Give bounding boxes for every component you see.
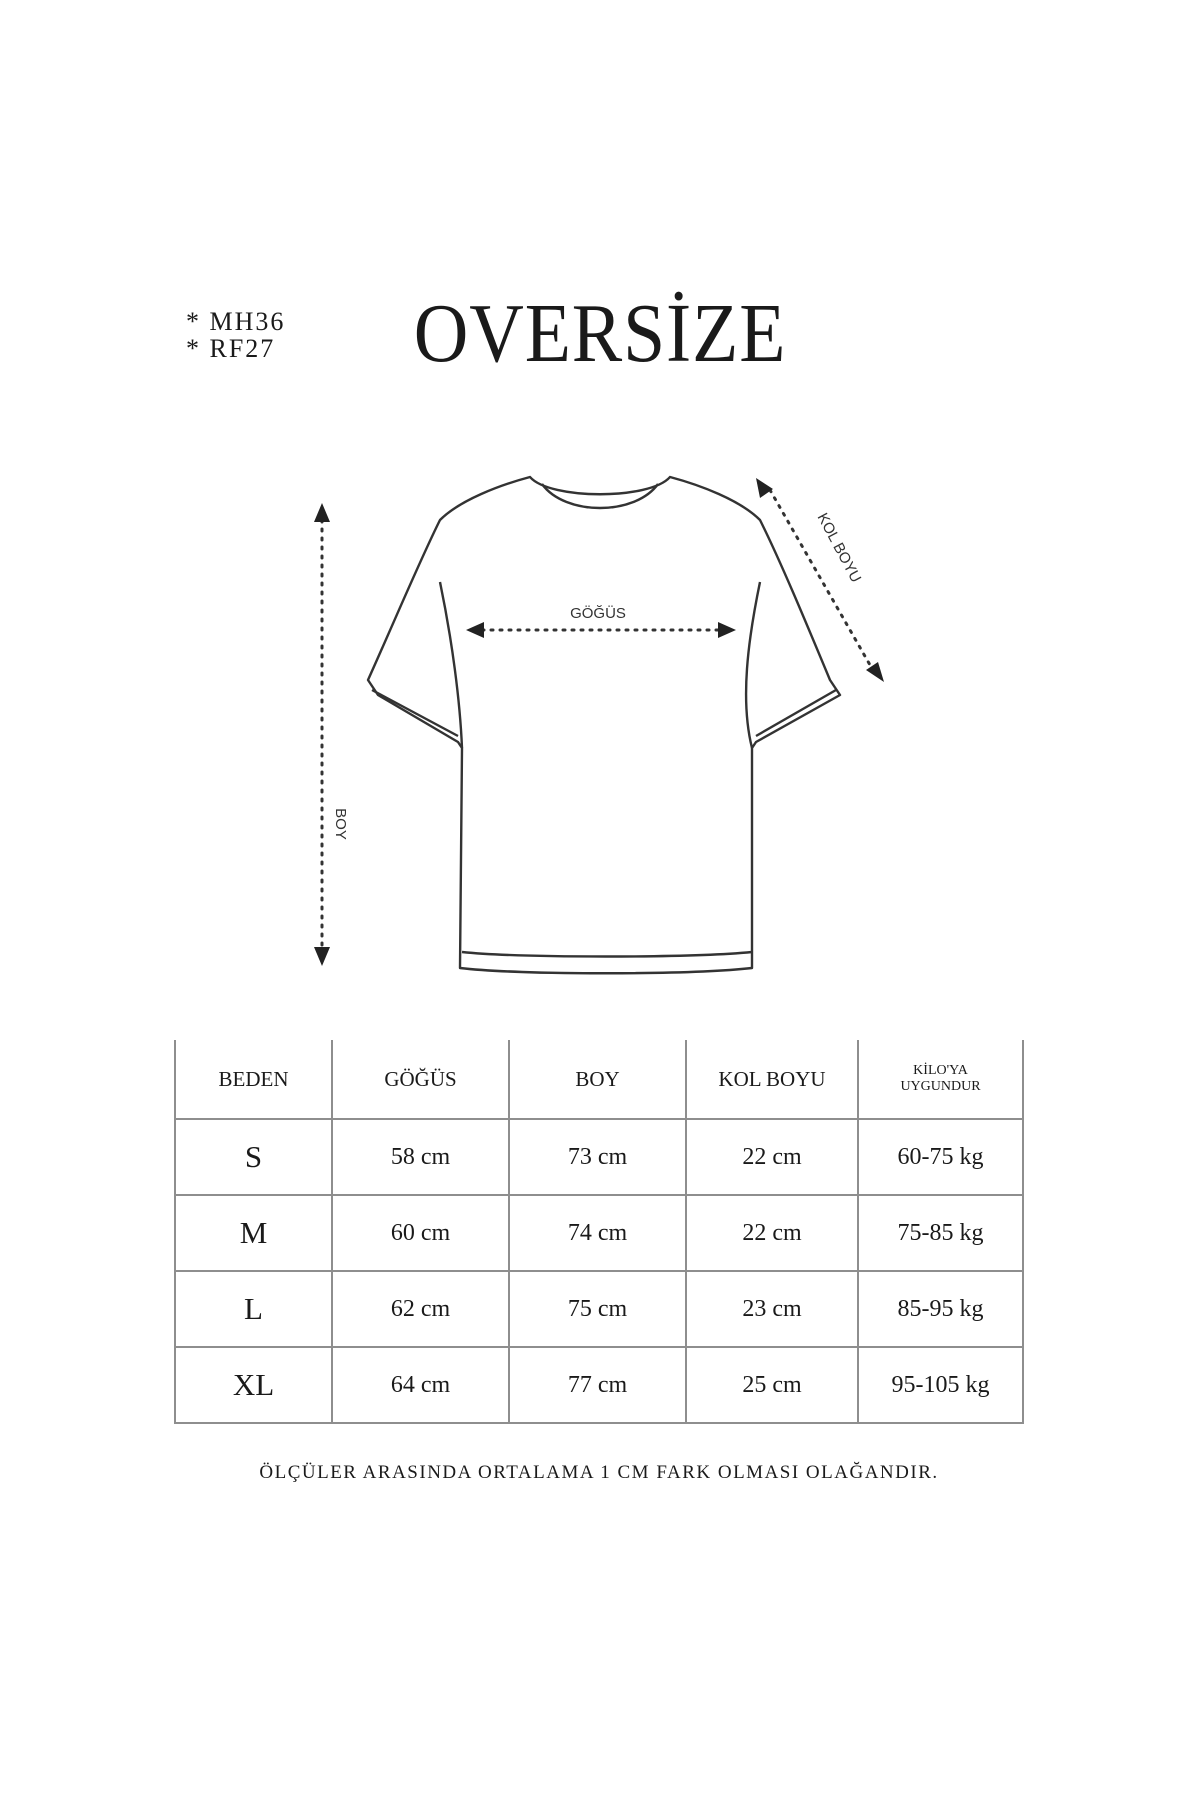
cell-chest: 58 cm: [332, 1119, 509, 1195]
chest-label: GÖĞÜS: [570, 605, 626, 622]
cell-size: XL: [175, 1347, 332, 1423]
page-title: OVERSİZE: [413, 287, 787, 380]
cell-chest: 64 cm: [332, 1347, 509, 1423]
header-size: BEDEN: [175, 1040, 332, 1119]
chest-arrow: [466, 622, 736, 638]
cell-length: 73 cm: [509, 1119, 686, 1195]
tshirt-outline: [368, 477, 840, 973]
product-code-1: * MH36: [186, 307, 286, 336]
product-code-2: * RF27: [186, 334, 276, 363]
cell-weight: 75-85 kg: [858, 1195, 1023, 1271]
table-row: [175, 1119, 1023, 1195]
table-row: [175, 1347, 1023, 1423]
cell-sleeve: 23 cm: [686, 1271, 858, 1347]
header-weight: [858, 1040, 1023, 1119]
table-row: [175, 1195, 1023, 1271]
cell-sleeve: 25 cm: [686, 1347, 858, 1423]
cell-sleeve: 22 cm: [686, 1119, 858, 1195]
sleeve-arrow: [756, 478, 884, 682]
cell-length: 74 cm: [509, 1195, 686, 1271]
size-table: [174, 1040, 1024, 1424]
cell-chest: 62 cm: [332, 1271, 509, 1347]
cell-size: S: [175, 1119, 332, 1195]
cell-length: 75 cm: [509, 1271, 686, 1347]
length-arrow: [314, 503, 330, 966]
table-row: [175, 1271, 1023, 1347]
cell-length: 77 cm: [509, 1347, 686, 1423]
sleeve-label: KOL BOYU: [813, 510, 865, 586]
length-label: BOY: [332, 808, 349, 840]
header-chest: GÖĞÜS: [332, 1040, 509, 1119]
table-header-row: [175, 1040, 1023, 1119]
cell-size: M: [175, 1195, 332, 1271]
cell-weight: 85-95 kg: [858, 1271, 1023, 1347]
measurement-note: ÖLÇÜLER ARASINDA ORTALAMA 1 CM FARK OLMASI OLAĞANDIR.: [259, 1462, 939, 1483]
cell-size: L: [175, 1271, 332, 1347]
cell-sleeve: 22 cm: [686, 1195, 858, 1271]
cell-chest: 60 cm: [332, 1195, 509, 1271]
header-weight-line1: KİLO'YA: [913, 1063, 968, 1078]
header-sleeve: KOL BOYU: [686, 1040, 858, 1119]
cell-weight: 60-75 kg: [858, 1119, 1023, 1195]
header-length: BOY: [509, 1040, 686, 1119]
header-weight-line2: UYGUNDUR: [900, 1079, 981, 1094]
cell-weight: 95-105 kg: [858, 1347, 1023, 1423]
